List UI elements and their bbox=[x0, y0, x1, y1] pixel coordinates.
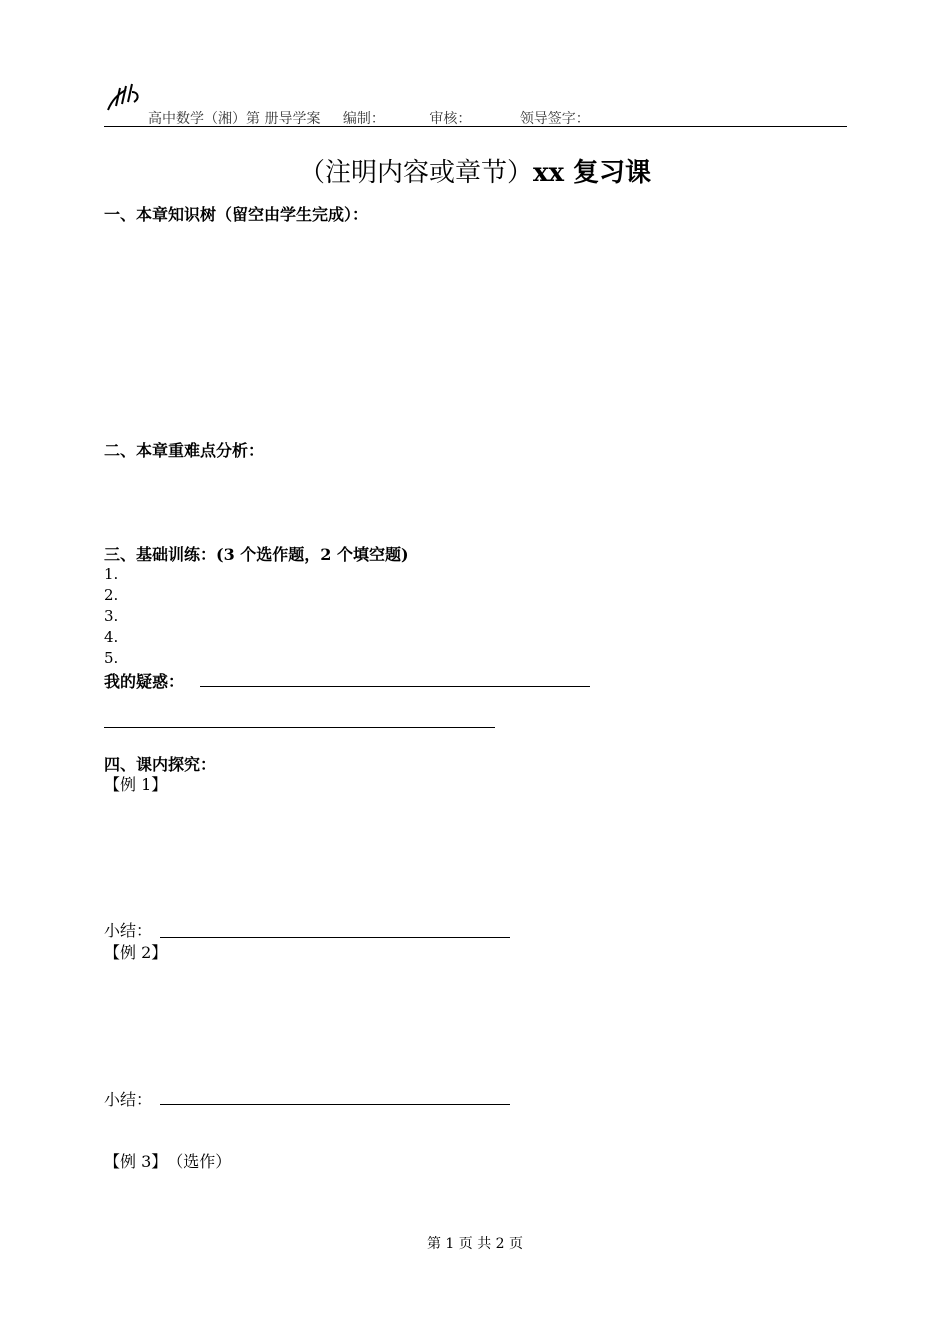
section-exploration: 四、课内探究： bbox=[104, 755, 217, 774]
section-basic-training: 三、基础训练：(3 个选作题，2 个填空题) bbox=[104, 545, 409, 564]
section-key-points: 二、本章重难点分析： bbox=[104, 441, 265, 460]
page-title bbox=[0, 152, 950, 189]
doubt-label: 我的疑惑： bbox=[104, 672, 185, 691]
header-reviewer-label: 审核： bbox=[429, 111, 472, 127]
question-item: 2. bbox=[104, 586, 119, 604]
page-footer: 第 1 页 共 2 页 bbox=[426, 1236, 524, 1252]
example-1-label: 【例 1】 bbox=[104, 775, 168, 794]
question-item: 5. bbox=[104, 649, 119, 667]
doubt-blank-line bbox=[200, 686, 590, 687]
header-course: 高中数学（湘）第 册导学案 bbox=[148, 111, 321, 127]
example-3-label: 【例 3】 bbox=[104, 1152, 168, 1171]
section-knowledge-tree: 一、本章知识树（留空由学生完成）： bbox=[104, 205, 369, 224]
summary-2-label: 小结： bbox=[104, 1090, 153, 1109]
header-editor-label: 编制： bbox=[342, 111, 385, 127]
example-3-line bbox=[104, 1149, 231, 1172]
summary-2-blank-line bbox=[160, 1104, 510, 1105]
question-item: 4. bbox=[104, 628, 119, 646]
header-line bbox=[148, 108, 608, 128]
question-item: 1. bbox=[104, 565, 119, 583]
question-item: 3. bbox=[104, 607, 119, 625]
title-bold: xx 复习课 bbox=[532, 158, 652, 188]
header-divider bbox=[104, 126, 847, 127]
title-text: （注明内容或章节） bbox=[298, 158, 533, 188]
doubt-blank-line-2 bbox=[104, 727, 495, 728]
summary-1-label: 小结： bbox=[104, 921, 153, 940]
example-3-note: （选作） bbox=[175, 1152, 232, 1171]
example-2-label: 【例 2】 bbox=[104, 943, 168, 962]
school-logo-icon bbox=[104, 80, 144, 118]
summary-1-blank-line bbox=[160, 937, 510, 938]
header-signature-label: 领导签字： bbox=[519, 111, 590, 127]
